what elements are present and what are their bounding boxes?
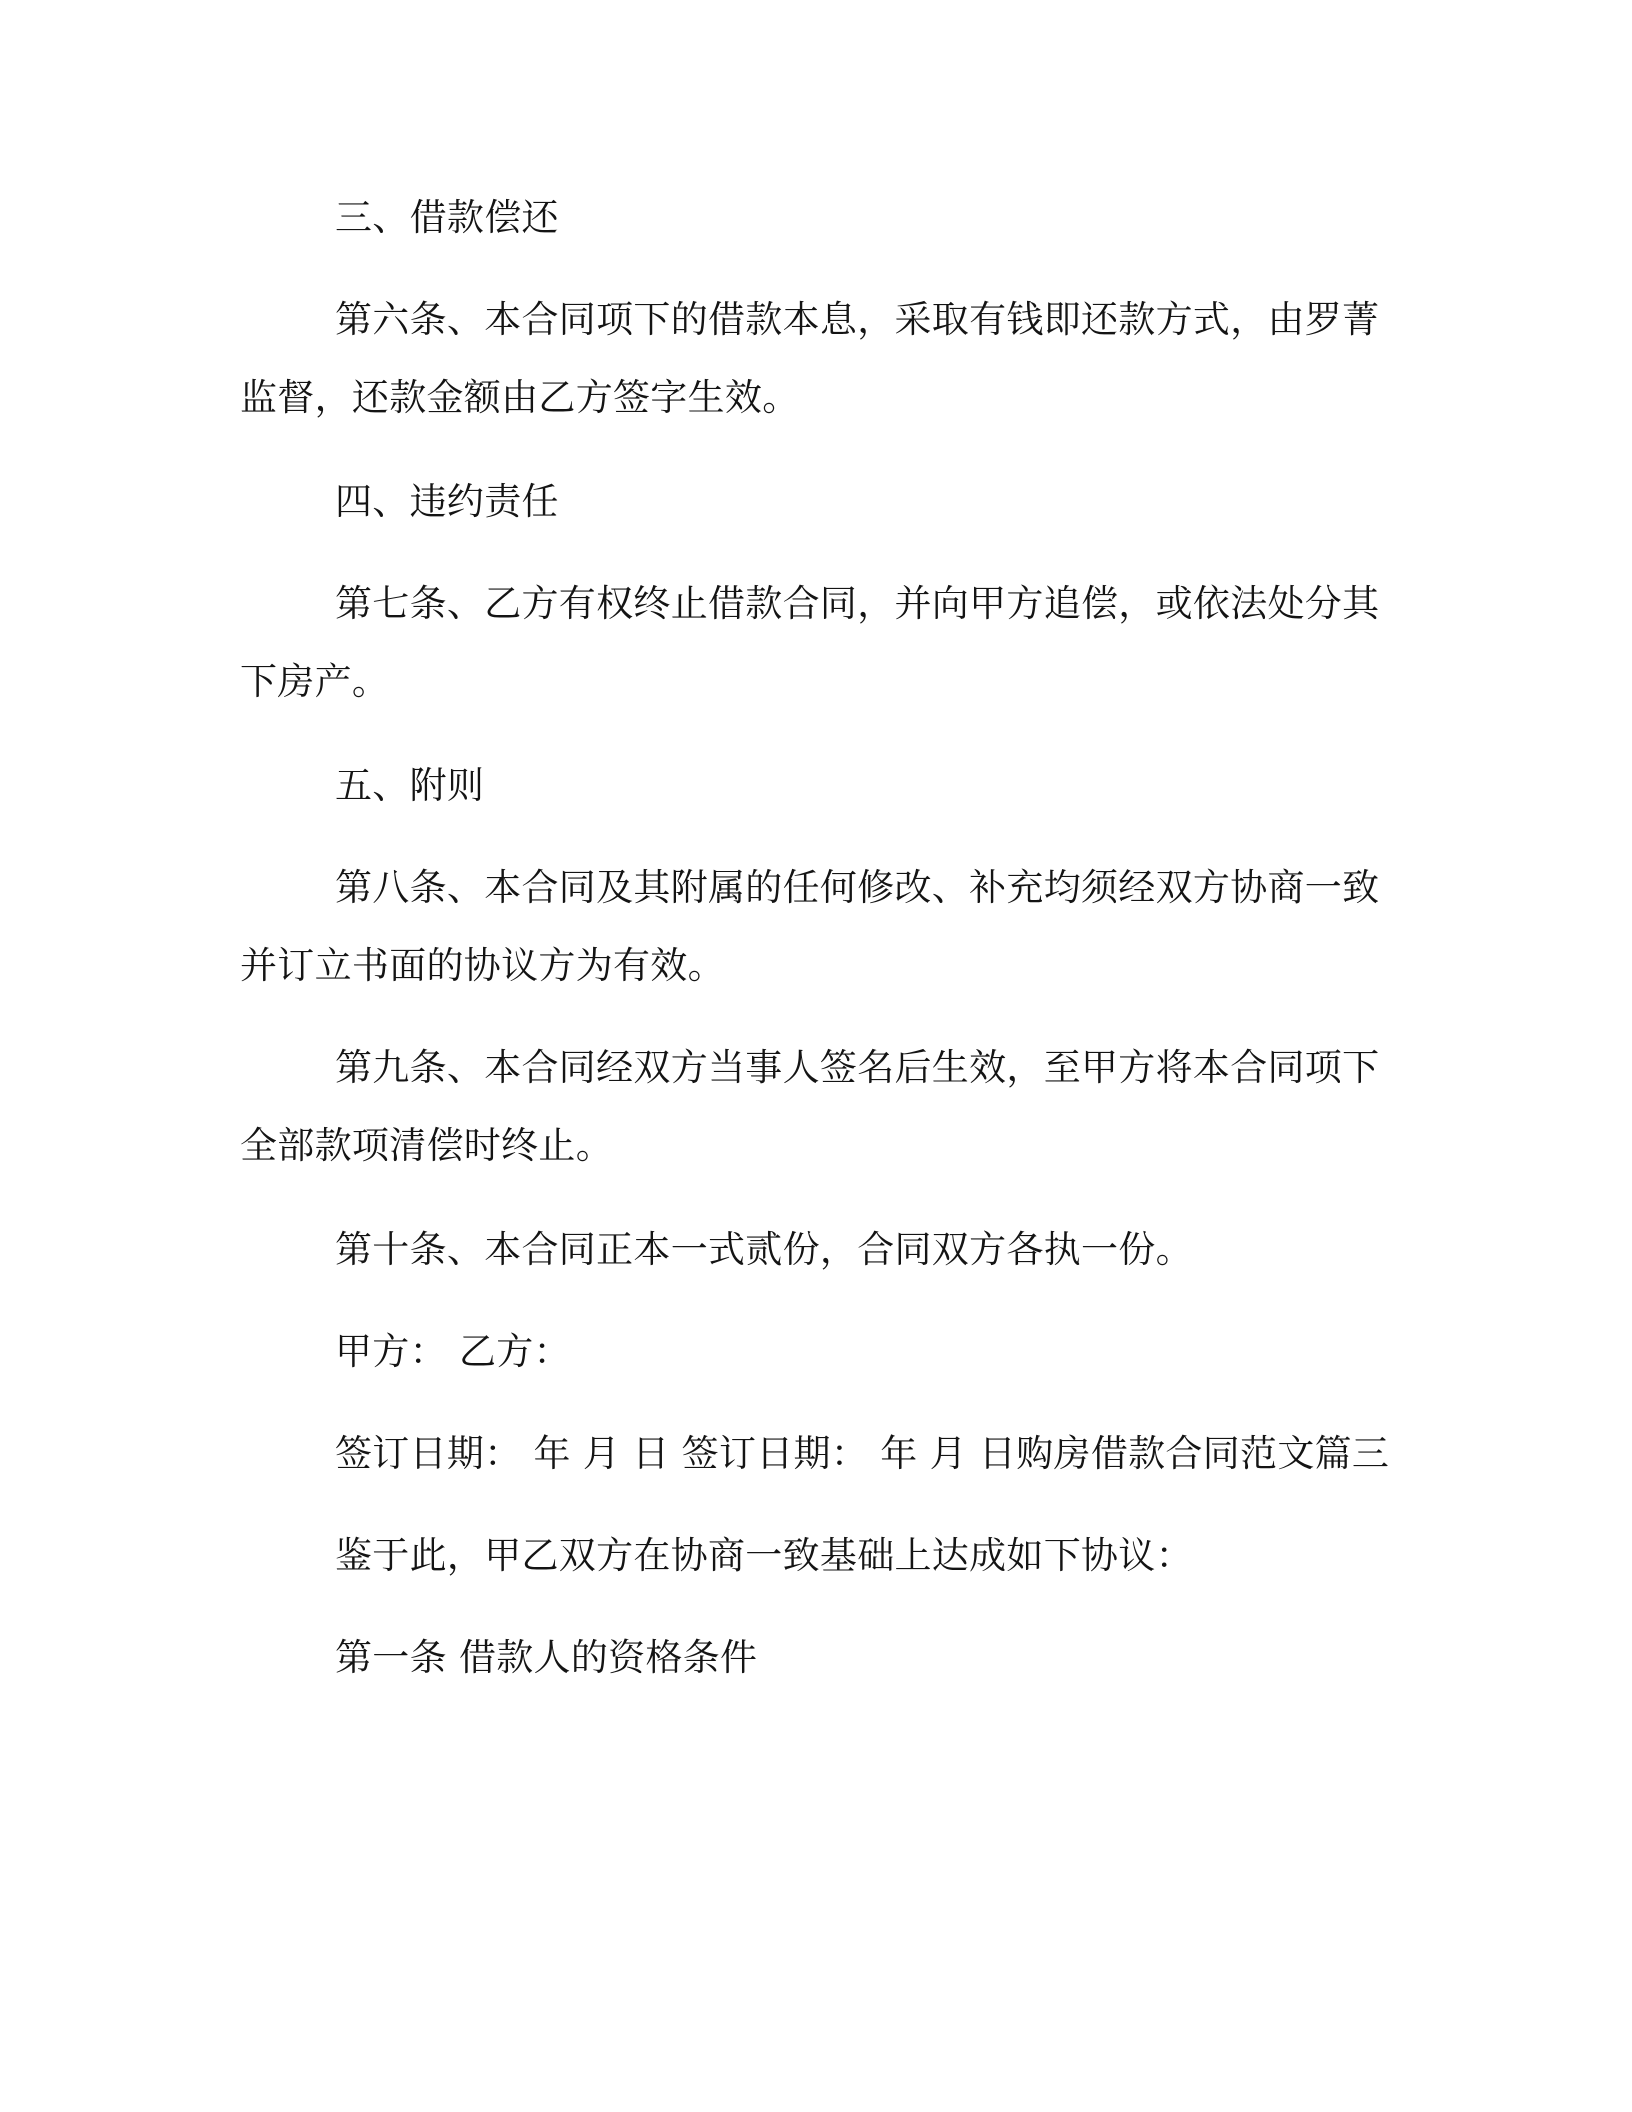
preamble-agreement: 鉴于此，甲乙双方在协商一致基础上达成如下协议： <box>335 1534 1193 1577</box>
section-heading-supplementary: 五、附则 <box>335 764 485 807</box>
article-8-line-2: 并订立书面的协议方为有效。 <box>240 944 725 987</box>
article-9-line-1: 第九条、本合同经双方当事人签名后生效，至甲方将本合同项下 <box>335 1046 1380 1089</box>
article-8-line-1: 第八条、本合同及其附属的任何修改、补充均须经双方协商一致 <box>335 866 1380 909</box>
article-7-line-2: 下房产。 <box>240 660 390 703</box>
article-1-heading: 第一条 借款人的资格条件 <box>335 1636 758 1679</box>
article-7-line-1: 第七条、乙方有权终止借款合同，并向甲方追偿，或依法处分其 <box>335 582 1380 625</box>
section-heading-repayment: 三、借款偿还 <box>335 196 559 239</box>
article-10: 第十条、本合同正本一式贰份，合同双方各执一份。 <box>335 1228 1193 1271</box>
article-6-line-1: 第六条、本合同项下的借款本息，采取有钱即还款方式，由罗菁 <box>335 298 1380 341</box>
section-heading-breach: 四、违约责任 <box>335 480 559 523</box>
party-signature-line: 甲方： 乙方： <box>335 1330 571 1373</box>
article-9-line-2: 全部款项清偿时终止。 <box>240 1124 613 1167</box>
article-6-line-2: 监督，还款金额由乙方签字生效。 <box>240 376 800 419</box>
signing-date-line: 签订日期： 年 月 日 签订日期： 年 月 日购房借款合同范文篇三 <box>335 1432 1390 1475</box>
